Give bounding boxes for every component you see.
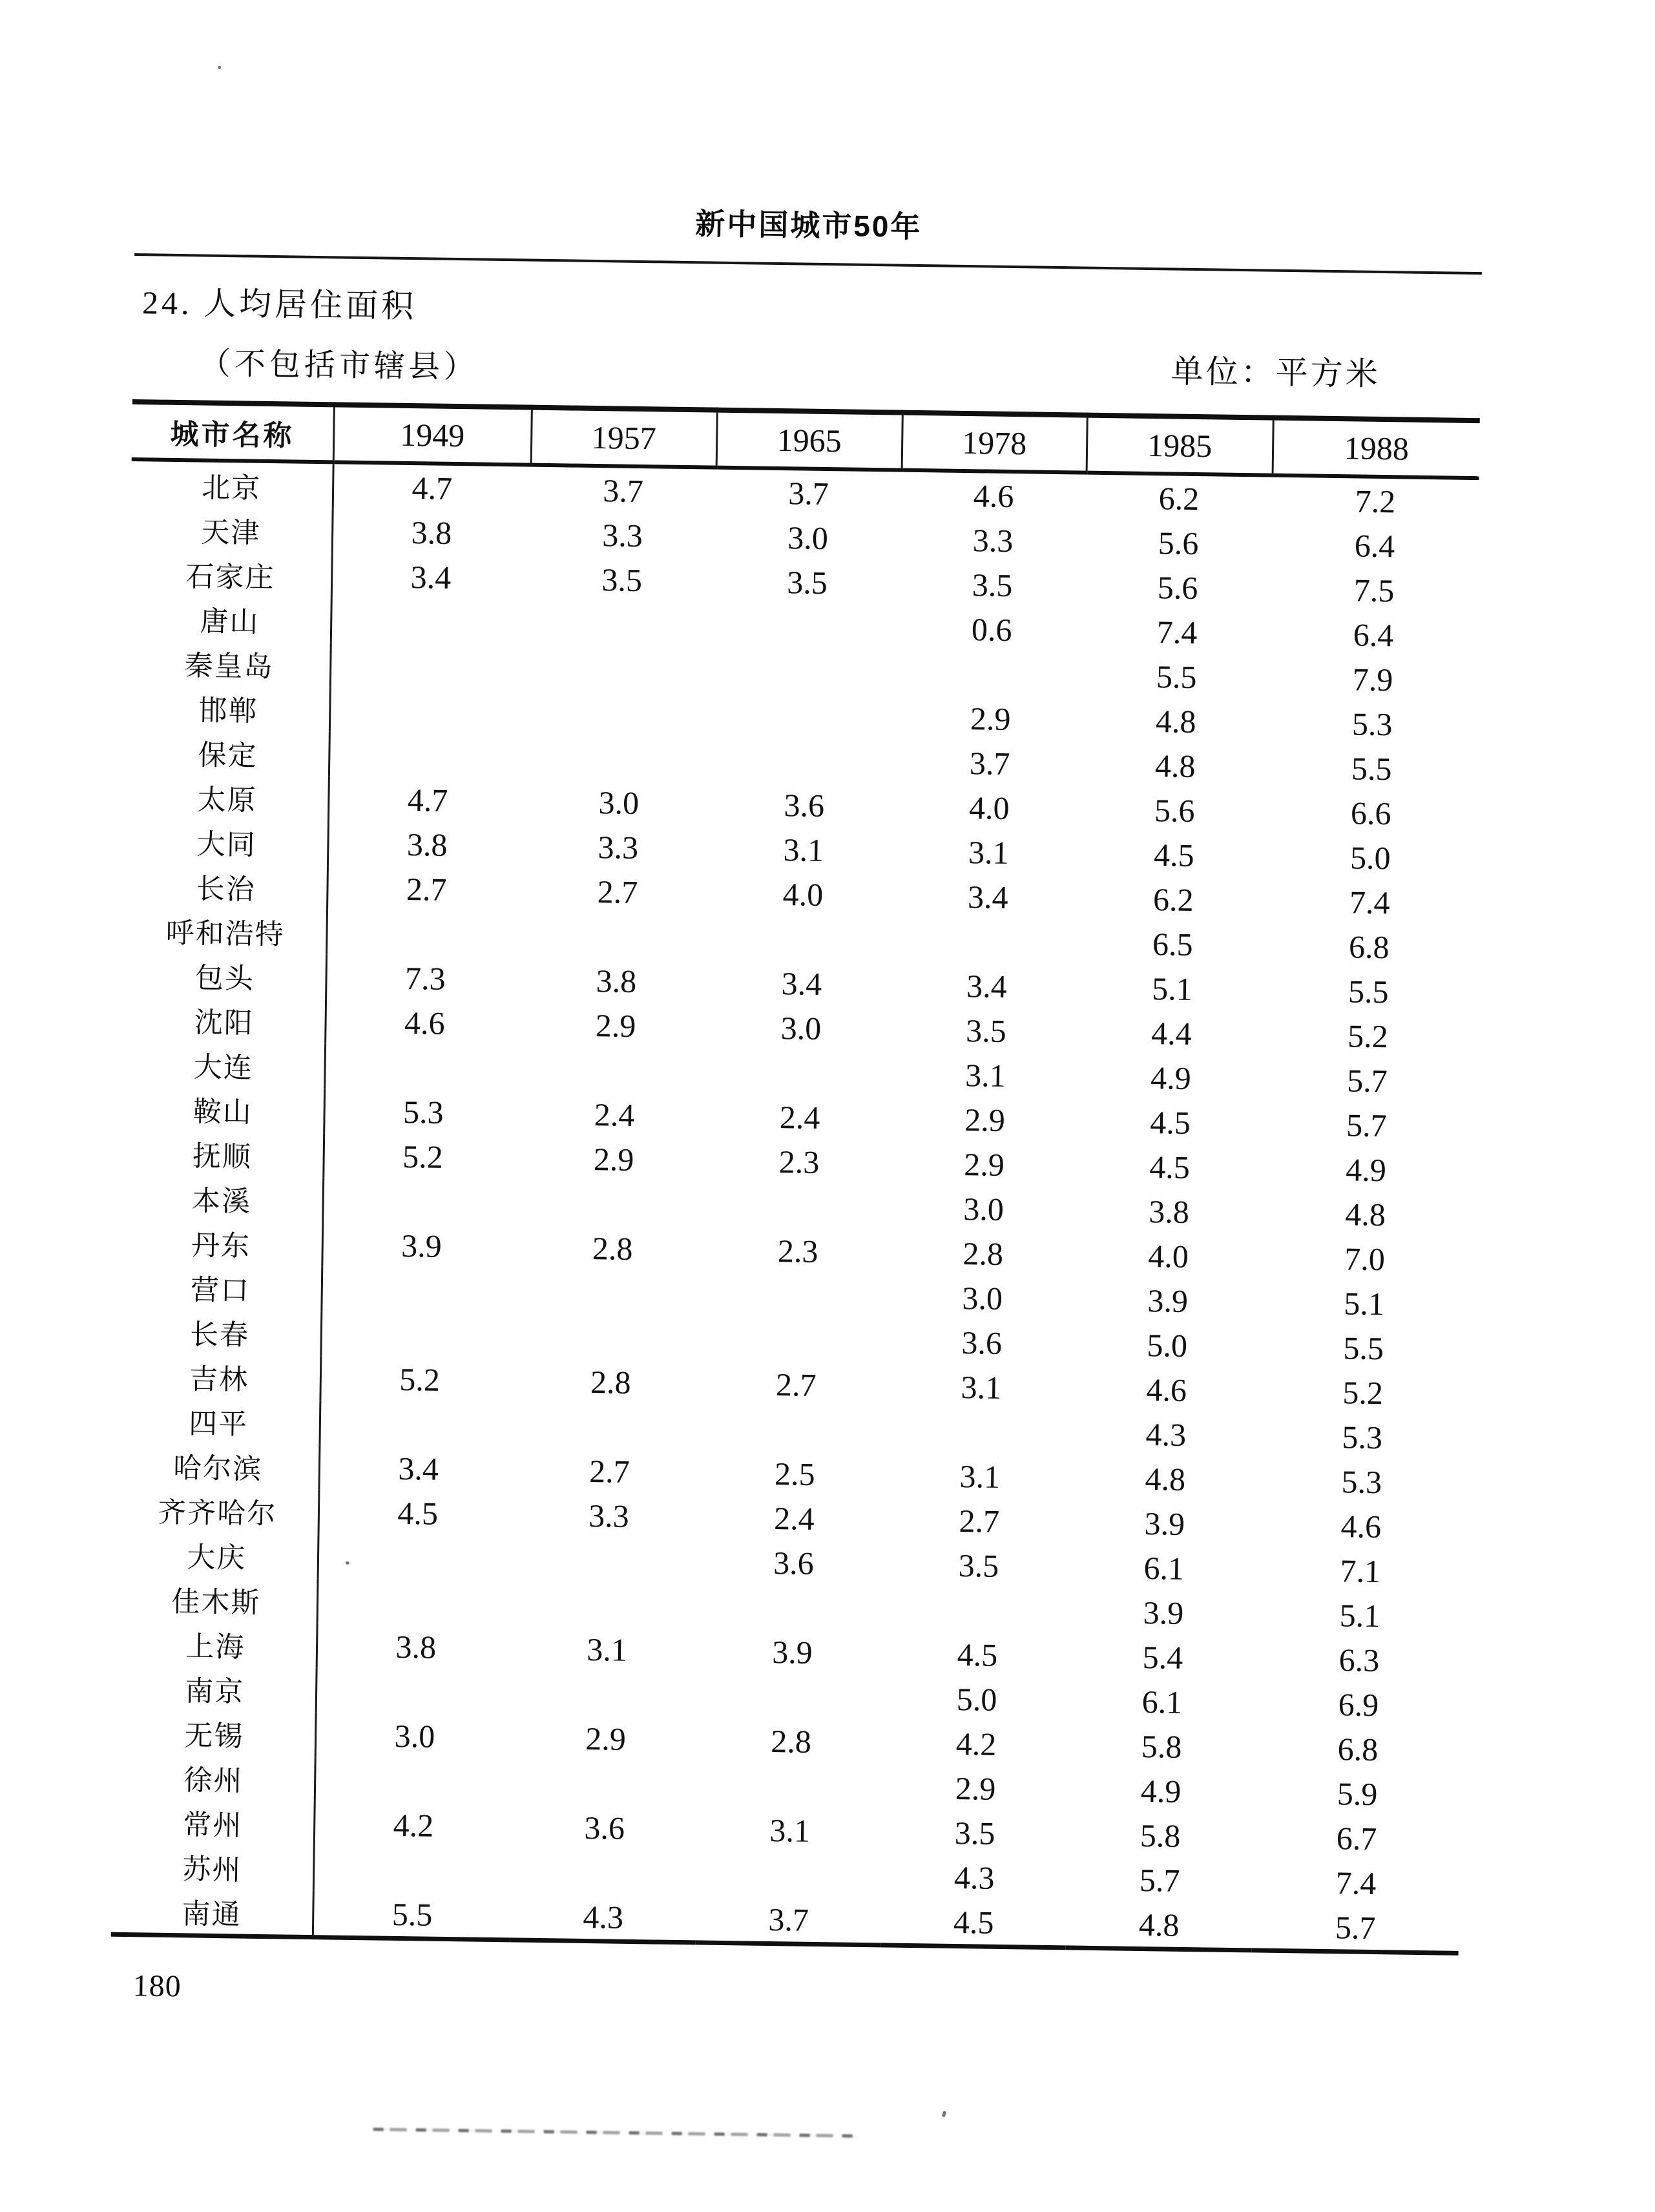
- value-cell: 2.9: [593, 1140, 634, 1178]
- value-cell: 3.9: [1143, 1594, 1184, 1631]
- value-cell: 3.5: [954, 1814, 995, 1852]
- page-number: 180: [132, 1968, 182, 2004]
- value-cell: 5.9: [1337, 1775, 1378, 1812]
- value-cell: [712, 737, 898, 784]
- city-cell: 南京: [114, 1665, 317, 1712]
- value-cell: [518, 1313, 704, 1361]
- city-cell: 天津: [130, 506, 333, 553]
- value-cell: 3.3: [598, 828, 639, 866]
- value-cell: 6.4: [1354, 527, 1395, 564]
- value-cell: 6.1: [1141, 1683, 1183, 1720]
- value-cell: [696, 1851, 882, 1898]
- city-cell: 苏州: [112, 1843, 314, 1890]
- city-cell: 呼和浩特: [125, 907, 327, 954]
- value-cell: [699, 1673, 885, 1720]
- value-cell: 5.8: [1140, 1817, 1181, 1854]
- value-cell: 2.9: [963, 1145, 1005, 1183]
- value-cell: [329, 687, 528, 734]
- value-cell: 5.5: [1351, 749, 1392, 787]
- value-cell: 5.7: [1346, 1061, 1388, 1099]
- value-cell: 5.3: [1341, 1463, 1382, 1500]
- value-cell: [895, 918, 1080, 965]
- city-cell: 沈阳: [123, 996, 326, 1043]
- value-cell: 5.7: [1335, 1908, 1376, 1946]
- value-cell: [330, 642, 528, 689]
- value-cell: 3.9: [401, 1227, 442, 1264]
- city-cell: 上海: [115, 1620, 317, 1667]
- value-cell: 7.0: [1344, 1240, 1386, 1277]
- running-head: 新中国城市50年: [694, 207, 922, 244]
- value-cell: 5.2: [402, 1138, 444, 1175]
- value-cell: 5.2: [1347, 1017, 1389, 1054]
- value-cell: 3.8: [395, 1628, 437, 1665]
- value-cell: 5.0: [1147, 1326, 1188, 1364]
- value-cell: 4.9: [1140, 1772, 1181, 1810]
- city-cell: 唐山: [129, 595, 331, 642]
- value-cell: 4.0: [968, 789, 1010, 826]
- value-cell: 2.9: [970, 700, 1011, 737]
- value-cell: [511, 1848, 697, 1895]
- value-cell: 4.5: [397, 1494, 439, 1532]
- city-cell: 哈尔滨: [118, 1442, 320, 1489]
- value-cell: 2.8: [590, 1363, 632, 1401]
- value-cell: 4.8: [1145, 1460, 1186, 1497]
- value-cell: [702, 1405, 888, 1452]
- value-cell: 2.3: [777, 1232, 818, 1269]
- value-cell: 3.6: [961, 1324, 1003, 1361]
- value-cell: 3.4: [398, 1450, 439, 1487]
- value-cell: [528, 601, 714, 648]
- value-cell: 5.2: [399, 1361, 441, 1398]
- scan-smudge-artifact: [373, 2127, 858, 2137]
- value-cell: 4.9: [1345, 1151, 1387, 1188]
- value-cell: [714, 603, 900, 651]
- value-cell: 2.7: [597, 873, 638, 910]
- value-cell: [331, 598, 529, 645]
- value-cell: 2.7: [406, 870, 447, 908]
- value-cell: 5.4: [1142, 1638, 1183, 1676]
- value-cell: [698, 1762, 884, 1809]
- value-cell: [522, 1047, 708, 1094]
- city-cell: 邯郸: [128, 684, 330, 731]
- column-header-year: 1957: [531, 408, 717, 468]
- value-cell: 5.1: [1339, 1596, 1380, 1634]
- value-cell: 2.4: [773, 1499, 815, 1537]
- column-header-year: 1985: [1087, 415, 1273, 475]
- value-cell: 3.5: [965, 1012, 1007, 1049]
- city-cell: 包头: [124, 952, 326, 999]
- value-cell: [703, 1316, 890, 1363]
- value-cell: 3.0: [394, 1717, 435, 1755]
- city-cell: 长治: [125, 862, 328, 910]
- value-cell: 4.6: [404, 1004, 445, 1041]
- scan-speck: [942, 2111, 947, 2117]
- value-cell: 7.4: [1335, 1864, 1377, 1901]
- value-cell: 5.3: [1351, 705, 1393, 742]
- value-cell: 6.6: [1350, 794, 1391, 831]
- value-cell: 4.5: [1149, 1148, 1191, 1185]
- value-cell: 3.7: [969, 744, 1010, 782]
- value-cell: 5.5: [1343, 1329, 1384, 1366]
- value-cell: [528, 645, 714, 693]
- value-cell: 3.3: [588, 1497, 630, 1534]
- value-cell: 3.6: [584, 1809, 625, 1846]
- city-cell: 石家庄: [130, 550, 332, 598]
- value-cell: 7.3: [404, 959, 446, 997]
- value-cell: 5.1: [1151, 970, 1193, 1007]
- unit-label: 单位：平方米: [1171, 353, 1381, 392]
- value-cell: 3.1: [968, 833, 1010, 871]
- value-cell: 3.5: [601, 561, 643, 598]
- value-cell: 3.9: [1147, 1282, 1189, 1319]
- value-cell: [514, 1670, 700, 1717]
- value-cell: 3.1: [961, 1368, 1002, 1406]
- value-cell: 2.5: [774, 1455, 816, 1492]
- city-cell: 太原: [127, 773, 329, 820]
- value-cell: 5.7: [1139, 1861, 1180, 1899]
- city-cell: 徐州: [113, 1754, 315, 1801]
- value-cell: 5.3: [1342, 1418, 1383, 1456]
- value-cell: [520, 1180, 706, 1227]
- value-cell: [316, 1667, 514, 1715]
- value-cell: 3.1: [586, 1631, 628, 1668]
- value-cell: 6.8: [1337, 1730, 1379, 1768]
- value-cell: 6.3: [1338, 1641, 1380, 1678]
- value-cell: [713, 648, 899, 695]
- value-cell: [519, 1269, 705, 1316]
- value-cell: 2.7: [959, 1502, 1000, 1539]
- value-cell: 3.5: [787, 563, 828, 601]
- value-cell: 4.0: [782, 875, 824, 913]
- value-cell: 2.9: [964, 1101, 1006, 1138]
- value-cell: [319, 1400, 517, 1447]
- value-cell: 7.1: [1340, 1552, 1381, 1589]
- value-cell: 6.7: [1336, 1819, 1377, 1857]
- value-cell: 3.8: [406, 826, 448, 863]
- value-cell: 5.6: [1154, 791, 1195, 829]
- value-cell: 7.4: [1156, 613, 1198, 651]
- running-head-rule: [134, 253, 1482, 275]
- value-cell: 7.2: [1355, 482, 1396, 519]
- value-cell: [517, 1403, 703, 1450]
- value-cell: 3.3: [602, 516, 643, 554]
- value-cell: [524, 913, 710, 960]
- value-cell: 5.5: [1156, 658, 1197, 695]
- value-cell: 2.9: [955, 1769, 996, 1807]
- city-cell: 齐齐哈尔: [117, 1487, 319, 1534]
- value-cell: 3.7: [602, 472, 644, 509]
- value-cell: 4.8: [1138, 1906, 1180, 1943]
- value-cell: 6.1: [1143, 1549, 1185, 1587]
- city-cell: 营口: [120, 1264, 322, 1311]
- value-cell: 3.8: [596, 962, 637, 999]
- value-cell: [886, 1586, 1071, 1633]
- value-cell: [713, 693, 899, 740]
- value-cell: [321, 1266, 519, 1313]
- value-cell: 3.4: [967, 878, 1009, 915]
- value-cell: 3.8: [411, 514, 452, 551]
- value-cell: 3.5: [958, 1547, 999, 1584]
- value-cell: 4.8: [1344, 1195, 1386, 1233]
- value-cell: [709, 915, 895, 963]
- value-cell: 5.6: [1157, 569, 1198, 606]
- value-cell: 2.4: [779, 1098, 820, 1136]
- value-cell: [705, 1183, 891, 1230]
- value-cell: 4.7: [407, 781, 448, 819]
- value-cell: 6.2: [1152, 881, 1194, 918]
- value-cell: 4.0: [1148, 1237, 1189, 1275]
- value-cell: 4.9: [1150, 1059, 1192, 1096]
- value-cell: [326, 910, 525, 957]
- value-cell: 4.8: [1155, 702, 1196, 740]
- value-cell: 6.8: [1348, 928, 1390, 965]
- value-cell: 2.7: [588, 1452, 630, 1490]
- value-cell: 3.4: [410, 558, 452, 596]
- value-cell: [526, 735, 713, 782]
- value-cell: 4.3: [583, 1898, 624, 1936]
- value-cell: 4.6: [973, 477, 1014, 514]
- column-header-year: 1965: [716, 410, 902, 470]
- city-cell: 四平: [118, 1397, 320, 1445]
- city-cell: 保定: [127, 729, 329, 776]
- value-cell: 4.3: [953, 1859, 995, 1896]
- value-cell: 2.4: [594, 1096, 635, 1133]
- value-cell: 6.4: [1353, 616, 1394, 653]
- table-body: [111, 459, 1479, 1953]
- section-title: 24. 人均居住面积: [141, 284, 417, 325]
- value-cell: [317, 1578, 515, 1625]
- value-cell: 3.4: [781, 965, 822, 1002]
- value-cell: 3.1: [959, 1457, 1001, 1495]
- value-cell: [324, 1043, 523, 1090]
- city-cell: 常州: [112, 1799, 315, 1846]
- value-cell: 6.9: [1338, 1685, 1379, 1723]
- value-cell: 3.8: [1148, 1193, 1190, 1230]
- value-cell: 5.3: [402, 1093, 444, 1131]
- value-cell: 4.8: [1154, 747, 1196, 784]
- value-cell: 3.0: [780, 1009, 822, 1047]
- value-cell: 5.2: [1342, 1373, 1384, 1411]
- value-cell: [515, 1581, 701, 1628]
- statistics-table: [111, 399, 1480, 1956]
- value-cell: [707, 1049, 893, 1096]
- city-cell: 南通: [111, 1888, 313, 1937]
- value-cell: 4.6: [1146, 1371, 1187, 1408]
- value-cell: [888, 1408, 1073, 1455]
- value-cell: [320, 1311, 519, 1358]
- column-header-year: 1978: [902, 413, 1087, 473]
- value-cell: 4.4: [1150, 1014, 1192, 1052]
- value-cell: 6.2: [1158, 479, 1200, 517]
- value-cell: 5.7: [1346, 1106, 1388, 1143]
- value-cell: 2.8: [770, 1722, 812, 1760]
- value-cell: 4.5: [1149, 1103, 1191, 1141]
- value-cell: 2.8: [963, 1235, 1004, 1272]
- value-cell: 3.1: [964, 1056, 1006, 1094]
- value-cell: 4.7: [411, 469, 453, 506]
- column-header-city: 城市名称: [132, 402, 334, 462]
- value-cell: 5.1: [1344, 1284, 1385, 1322]
- value-cell: 3.1: [783, 831, 824, 868]
- value-cell: 2.8: [592, 1229, 633, 1267]
- city-cell: 佳木斯: [116, 1576, 318, 1623]
- scan-speck: [218, 66, 221, 69]
- value-cell: 7.9: [1352, 660, 1393, 698]
- value-cell: 3.5: [972, 566, 1013, 603]
- value-cell: 3.1: [769, 1811, 811, 1849]
- city-cell: 丹东: [120, 1219, 322, 1266]
- value-cell: 4.5: [957, 1636, 998, 1673]
- value-cell: [329, 731, 527, 778]
- city-cell: 北京: [131, 459, 333, 508]
- value-cell: 5.0: [1349, 839, 1391, 876]
- value-cell: 4.6: [1340, 1507, 1382, 1545]
- value-cell: 5.6: [1158, 524, 1199, 561]
- value-cell: [315, 1757, 513, 1804]
- value-cell: 2.3: [778, 1143, 820, 1180]
- city-cell: 秦皇岛: [129, 640, 331, 687]
- city-cell: 本溪: [121, 1174, 323, 1222]
- value-cell: [322, 1177, 521, 1224]
- scan-speck: [346, 1561, 349, 1565]
- value-cell: 4.3: [1145, 1415, 1187, 1453]
- value-cell: [527, 690, 713, 737]
- value-cell: 0.6: [971, 610, 1012, 648]
- value-cell: 4.5: [953, 1903, 994, 1941]
- value-cell: 2.9: [585, 1720, 627, 1757]
- statistics-table-wrap: [111, 399, 1480, 1956]
- city-cell: 鞍山: [122, 1085, 324, 1132]
- value-cell: 3.9: [1144, 1505, 1185, 1542]
- value-cell: [313, 1846, 512, 1893]
- value-cell: 3.0: [598, 784, 640, 821]
- value-cell: 2.7: [775, 1366, 817, 1403]
- value-cell: 7.5: [1353, 571, 1395, 609]
- value-cell: [704, 1272, 890, 1319]
- value-cell: 3.3: [972, 521, 1014, 559]
- value-cell: 5.5: [1348, 972, 1390, 1010]
- value-cell: [318, 1534, 516, 1581]
- city-cell: 无锡: [114, 1709, 316, 1757]
- value-cell: [515, 1536, 702, 1583]
- value-cell: 3.6: [773, 1544, 815, 1581]
- column-header-year: 1988: [1273, 418, 1480, 478]
- value-cell: [512, 1759, 698, 1806]
- value-cell: 4.2: [393, 1806, 434, 1844]
- city-cell: 吉林: [118, 1353, 320, 1400]
- value-cell: 6.5: [1152, 925, 1194, 963]
- value-cell: 5.5: [391, 1895, 433, 1933]
- value-cell: 4.2: [955, 1725, 997, 1762]
- value-cell: [899, 651, 1084, 698]
- city-cell: 大连: [123, 1041, 325, 1088]
- value-cell: 4.5: [1153, 836, 1194, 873]
- value-cell: 3.9: [771, 1633, 813, 1671]
- value-cell: 3.4: [966, 967, 1008, 1005]
- value-cell: 3.6: [784, 786, 825, 824]
- value-cell: 3.7: [787, 474, 829, 512]
- value-cell: 3.0: [963, 1190, 1004, 1227]
- value-cell: 3.7: [768, 1901, 809, 1938]
- city-cell: 大同: [126, 818, 328, 865]
- value-cell: 7.4: [1349, 883, 1390, 921]
- value-cell: 2.9: [595, 1007, 636, 1044]
- value-cell: 5.8: [1141, 1727, 1182, 1765]
- value-cell: [700, 1583, 886, 1631]
- value-cell: 5.0: [956, 1680, 997, 1718]
- section-subtitle: （不包括市辖县）: [199, 346, 479, 385]
- value-cell: 3.0: [962, 1279, 1003, 1317]
- column-header-year: 1949: [333, 404, 532, 464]
- value-cell: 3.0: [787, 519, 829, 556]
- city-cell: 抚顺: [121, 1130, 324, 1177]
- city-cell: 大庆: [116, 1531, 318, 1578]
- city-cell: 长春: [119, 1308, 321, 1355]
